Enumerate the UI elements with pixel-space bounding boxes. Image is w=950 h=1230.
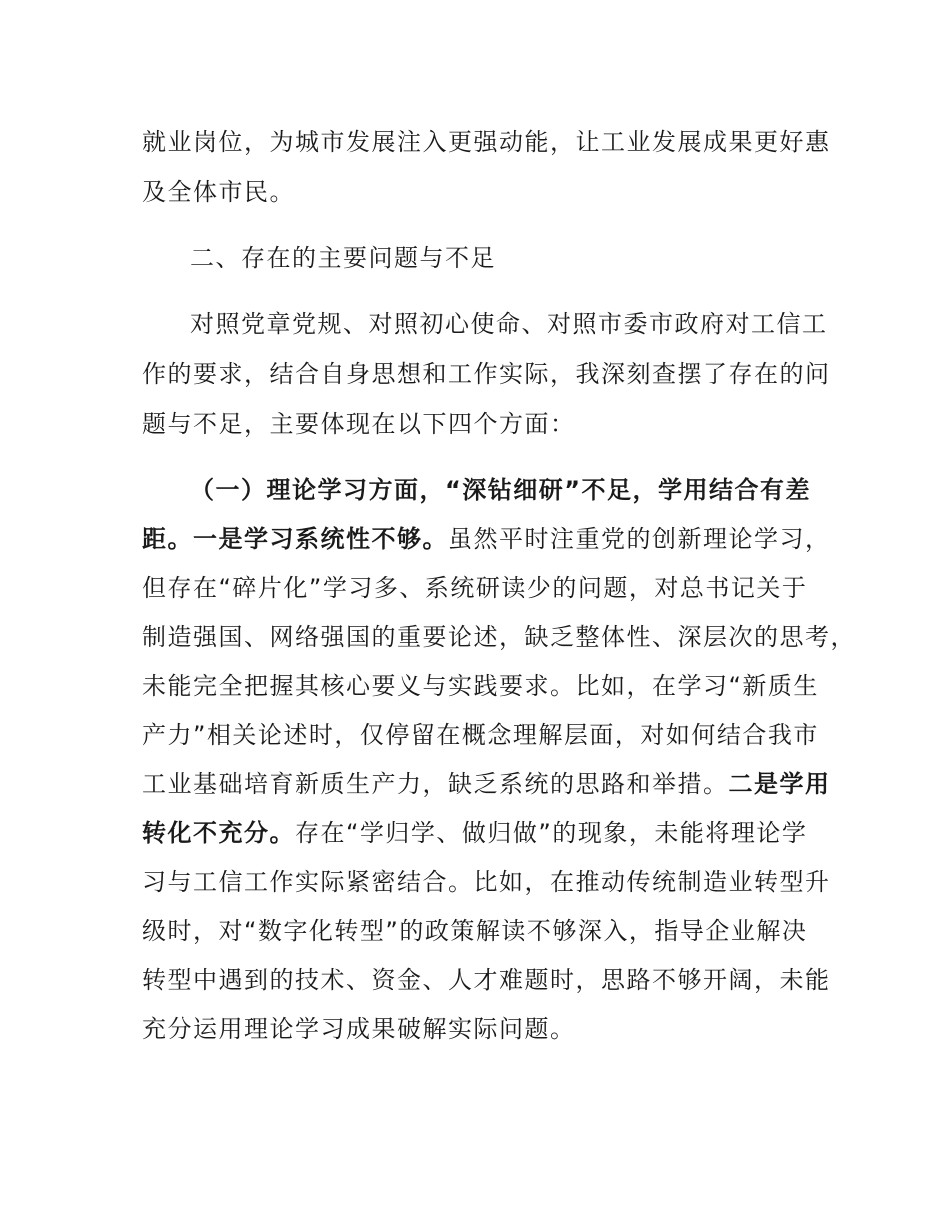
text-run: 及全体市民。 <box>142 178 295 206</box>
text-run: 充分运用理论学习成果破解实际问题。 <box>142 1015 576 1043</box>
paragraph-line-6 <box>142 521 831 557</box>
paragraph-line-8 <box>142 619 856 655</box>
text-run: 虽然平时注重党的创新理论学习， <box>448 525 831 553</box>
text-run: 未能完全把握其核心要义与实践要求。比如，在学习“新质生 <box>142 672 819 700</box>
paragraph-line-4 <box>142 356 831 392</box>
text-run: 就业岗位，为城市发展注入更强动能，让工业发展成果更好惠 <box>142 128 831 156</box>
paragraph-line-12 <box>142 815 807 851</box>
paragraph-line-1 <box>142 124 831 160</box>
heading-text: 二、存在的主要问题与不足 <box>190 244 496 272</box>
paragraph-line-3 <box>190 306 828 342</box>
text-run: 但存在“碎片化”学习多、系统研读少的问题，对总书记关于 <box>142 574 808 602</box>
paragraph-line-7 <box>142 570 807 606</box>
paragraph-line-5 <box>142 406 576 442</box>
text-run: 对照党章党规、对照初心使命、对照市委市政府对工信工 <box>190 310 828 338</box>
text-run: 制造强国、网络强国的重要论述，缺乏整体性、深层次的思考， <box>142 623 856 651</box>
paragraph-line-16 <box>142 1011 576 1047</box>
text-run: 转型中遇到的技术、资金、人才难题时，思路不够开阔，未能 <box>142 966 831 994</box>
text-run: 级时，对“数字化转型”的政策解读不够深入，指导企业解决 <box>142 917 808 945</box>
text-run: 作的要求，结合自身思想和工作实际，我深刻查摆了存在的问 <box>142 360 831 388</box>
text-run: 产力”相关论述时，仅停留在概念理解层面，对如何结合我市 <box>142 721 819 749</box>
paragraph-line-11 <box>142 766 831 802</box>
bold-run: 距。一是学习系统性不够。 <box>142 525 448 553</box>
paragraph-line-2 <box>142 174 295 210</box>
section-heading <box>190 240 496 276</box>
paragraph-line-10 <box>142 717 819 753</box>
bold-run: 二是学用 <box>728 770 831 798</box>
text-run: 存在“学归学、做归做”的现象，未能将理论学 <box>295 819 808 847</box>
text-run: 习与工信工作实际紧密结合。比如，在推动传统制造业转型升 <box>142 868 831 896</box>
paragraph-line-15 <box>142 962 831 998</box>
paragraph-line-13 <box>142 864 831 900</box>
text-run: 题与不足，主要体现在以下四个方面： <box>142 410 576 438</box>
text-run: 工业基础培育新质生产力，缺乏系统的思路和举措。 <box>142 770 729 798</box>
subheading-text: （一）理论学习方面，“深钻细研”不足，学用结合有差 <box>190 476 812 504</box>
paragraph-line-9 <box>142 668 819 704</box>
subheading-line-1 <box>190 472 811 508</box>
paragraph-line-14 <box>142 913 807 949</box>
bold-run: 转化不充分。 <box>142 819 295 847</box>
